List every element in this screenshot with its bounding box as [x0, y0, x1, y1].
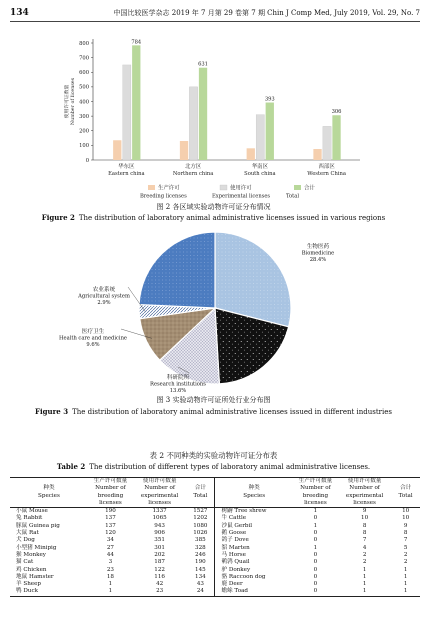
cell-experimental: 943 — [154, 522, 165, 529]
cell-breeding: 18 — [106, 573, 114, 580]
cell-experimental: 202 — [154, 551, 165, 558]
bar-data-label: 306 — [331, 109, 342, 116]
cell-breeding: 0 — [313, 537, 318, 544]
x-tick-label-cn: 华南区 — [251, 164, 268, 170]
cell-experimental: 301 — [154, 544, 165, 551]
col-total-cn: 合计 — [400, 485, 412, 492]
table-row — [10, 552, 420, 559]
legend-label-cn: 使用许可 — [230, 185, 252, 192]
y-tick-label: 100 — [79, 143, 89, 150]
col-breeding-en2: breeding licenses — [97, 492, 124, 506]
slice-label-cn: 农业系统 — [92, 287, 116, 293]
y-axis-label: Number of licenses — [71, 77, 76, 126]
cell-experimental: 8 — [362, 530, 367, 537]
cell-experimental: 116 — [154, 573, 165, 580]
cell-experimental: 9 — [362, 508, 367, 515]
cell-species: 马 Horse — [215, 552, 293, 559]
col-species-cn: 种类 — [43, 485, 55, 492]
x-tick-label-cn: 西部区 — [318, 164, 335, 170]
cell-breeding: 27 — [106, 544, 114, 551]
cell-experimental: 23 — [133, 588, 186, 596]
cell-breeding: 34 — [106, 537, 114, 544]
cell-experimental: 122 — [154, 566, 165, 573]
header-rule — [10, 21, 420, 22]
x-tick-label-cn: 北方区 — [185, 164, 202, 170]
col-total-cn: 合计 — [194, 485, 206, 492]
cell-breeding: 1 — [313, 508, 318, 515]
cell-total: 145 — [195, 566, 206, 573]
cell-breeding: 120 — [105, 530, 116, 537]
bar-total — [132, 45, 140, 160]
col-exp-en2: experimental licenses — [345, 492, 384, 506]
legend-label-en: Total — [286, 193, 300, 200]
cell-species: 犬 Dog — [16, 537, 35, 544]
cell-breeding: 1 — [313, 522, 318, 529]
cell-experimental: 906 — [154, 530, 165, 537]
cell-experimental: 2 — [362, 551, 367, 558]
slice-data-label: 9.6% — [86, 342, 100, 348]
x-tick-label-cn: 华东区 — [118, 164, 135, 170]
slice-data-label: 2.9% — [97, 300, 111, 306]
cell-species: 貂 Marten — [215, 545, 293, 552]
bar-experimental — [323, 126, 331, 160]
bar-breeding — [313, 149, 321, 160]
cell-species: 豚鼠 Guinea pig — [16, 522, 60, 529]
cell-breeding: 0 — [313, 559, 318, 566]
cell-breeding: 3 — [108, 559, 113, 566]
cell-breeding: 44 — [106, 551, 114, 558]
cell-experimental: 2 — [362, 559, 367, 566]
legend-label-en: Experimental licenses — [212, 193, 271, 200]
running-header — [10, 6, 420, 20]
cell-experimental: 7 — [362, 537, 367, 544]
slice-label-cn: 医疗卫生 — [81, 329, 105, 335]
cell-species: 树鼩 Tree shrew — [215, 508, 293, 516]
cell-species: 牛 Cattle — [215, 515, 293, 522]
cell-species: 鸡 Chicken — [16, 566, 47, 573]
cell-breeding: 137 — [105, 515, 116, 522]
cell-total: 1527 — [193, 508, 208, 515]
figure-3-caption-cn: 图 3 实验动物许可证所处行业分布图 — [156, 396, 271, 404]
x-tick-label-en: Western China — [307, 171, 346, 177]
bar-experimental — [256, 115, 264, 160]
col-exp-en2: experimental licenses — [140, 492, 179, 506]
cell-total: 5 — [403, 544, 408, 551]
slice-data-label: 28.4% — [309, 257, 327, 263]
col-species-en: Species — [38, 492, 60, 499]
cell-total: 1202 — [193, 515, 208, 522]
bar-data-label: 631 — [198, 61, 208, 68]
cell-species: 貉 Raccoon dog — [215, 574, 293, 581]
y-tick-label: 0 — [85, 157, 89, 164]
bar-breeding — [247, 148, 255, 160]
legend-swatch — [294, 185, 301, 190]
bar-total — [266, 103, 274, 160]
journal-citation: 中国比较医学杂志 2019 年 7 月第 29 卷第 7 期 Chin J Comp Med, July 2019, Vol. 29, No. 7 — [113, 9, 420, 17]
cell-breeding: 0 — [313, 515, 318, 522]
slice-label-en: Colleges and universities — [289, 346, 357, 353]
legend-label-en: Breeding licenses — [140, 193, 187, 200]
table-row — [10, 581, 420, 588]
cell-breeding: 1 — [88, 588, 133, 596]
legend-swatch — [220, 185, 227, 190]
cell-total: 190 — [195, 559, 206, 566]
col-breeding-en1: Number of — [300, 485, 331, 492]
col-exp-cn: 使用许可数量 — [347, 478, 382, 484]
col-exp-en1: Number of — [144, 485, 175, 492]
col-species-cn: 种类 — [248, 485, 260, 492]
slice-label-en: Biomedicine — [301, 250, 335, 257]
cell-species: 沙鼠 Gerbil — [215, 523, 293, 530]
cell-total: 134 — [195, 573, 206, 580]
cell-experimental: 1 — [362, 581, 367, 588]
y-tick-label: 700 — [79, 55, 89, 62]
cell-total: 246 — [195, 551, 206, 558]
cell-species: 鹿 Deer — [215, 581, 293, 588]
cell-breeding: 23 — [106, 566, 114, 573]
table-row — [10, 567, 420, 574]
cell-experimental: 187 — [154, 559, 165, 566]
cell-total: 7 — [403, 537, 408, 544]
cell-breeding: 0 — [293, 588, 338, 596]
cell-species: 驴 Donkey — [215, 567, 293, 574]
legend-swatch — [148, 185, 155, 190]
table-2-title-en: Table 2 The distribution of different types of laboratory animal administrative licenses. — [56, 462, 371, 471]
slice-label-cn: 科研院所 — [166, 375, 190, 381]
cell-total: 1 — [403, 566, 408, 573]
cell-species: 鹅 Goose — [215, 530, 293, 537]
cell-total: 2 — [403, 551, 408, 558]
cell-breeding: 0 — [313, 581, 318, 588]
col-total-en: Total — [193, 492, 208, 499]
table-2 — [10, 477, 420, 597]
pie-slice-other — [139, 232, 215, 308]
cell-experimental: 8 — [362, 522, 367, 529]
y-tick-label: 300 — [79, 113, 89, 120]
cell-total: 10 — [402, 508, 410, 515]
cell-total: 1 — [403, 573, 408, 580]
bar-experimental — [123, 65, 131, 160]
bar-total — [332, 115, 340, 160]
cell-experimental: 1065 — [152, 515, 167, 522]
cell-total: 9 — [403, 522, 408, 529]
cell-species: 羊 Sheep — [16, 581, 42, 588]
cell-total: 385 — [195, 537, 206, 544]
figure-2-bar-chart — [0, 25, 427, 225]
cell-species: 鹌鹑 Quail — [215, 559, 293, 566]
table-row — [10, 545, 420, 552]
x-tick-label-en: South china — [244, 171, 276, 177]
cell-species: 猴 Monkey — [16, 551, 46, 558]
table-row — [10, 574, 420, 581]
col-breeding-cn: 生产许可数量 — [93, 478, 128, 484]
cell-experimental: 10 — [361, 515, 369, 522]
y-tick-label: 400 — [79, 99, 89, 106]
figure-2-caption-cn: 图 2 各区域实验动物许可证分布情况 — [156, 203, 271, 211]
table-row — [10, 559, 420, 566]
cell-total: 1026 — [193, 530, 208, 537]
slice-label-cn: 高等院校 — [311, 340, 335, 346]
y-tick-label: 800 — [79, 40, 89, 47]
table-row — [10, 588, 420, 596]
cell-species: 小鼠 Mouse — [16, 508, 48, 515]
y-tick-label: 200 — [79, 128, 89, 135]
table-row — [10, 523, 420, 530]
cell-species: 猫 Cat — [16, 559, 34, 566]
col-species-en: Species — [243, 492, 266, 499]
bar-experimental — [189, 87, 197, 160]
slice-data-label: 23.8% — [111, 257, 129, 263]
cell-total: 10 — [402, 515, 410, 522]
slice-data-label: 19.7% — [314, 353, 332, 359]
cell-total: 43 — [196, 581, 204, 588]
bar-total — [199, 68, 207, 160]
cell-breeding: 1 — [313, 544, 318, 551]
cell-experimental: 1 — [338, 588, 391, 596]
cell-total: 24 — [186, 588, 215, 596]
slice-label-cn: 其它 — [114, 244, 126, 250]
cell-breeding: 190 — [105, 508, 116, 515]
bar-breeding — [180, 141, 188, 160]
col-total-en: Total — [398, 492, 413, 499]
slice-data-label: 13.6% — [169, 388, 187, 394]
bar-data-label: 393 — [264, 96, 275, 103]
bar-breeding — [113, 140, 121, 160]
figure-3-pie-chart — [0, 226, 427, 396]
col-breeding-cn: 生产许可数量 — [298, 478, 333, 484]
cell-species: 小型猪 Minipig — [16, 544, 57, 551]
legend-label-cn: 合计 — [304, 185, 315, 192]
col-breeding-en2: breeding licenses — [302, 492, 329, 506]
col-exp-en1: Number of — [349, 485, 380, 492]
cell-species: 大鼠 Rat — [16, 530, 39, 537]
slice-label-en: Research institutions — [150, 381, 206, 388]
cell-experimental: 4 — [362, 544, 367, 551]
slice-label-en: Other — [112, 250, 128, 257]
slice-label-cn: 生物医药 — [306, 244, 330, 250]
table-row — [10, 508, 420, 516]
y-tick-label: 600 — [79, 70, 89, 77]
figure-2-caption-en: Figure 2 The distribution of laboratory animal administrative licenses issued in various regions — [41, 213, 386, 222]
cell-species: 地鼠 Hamster — [16, 573, 54, 580]
figure-3-caption-en: Figure 3 The distribution of laboratory animal administrative licenses issued in different industries — [35, 407, 392, 416]
cell-total: 2 — [403, 559, 408, 566]
cell-experimental: 42 — [156, 581, 164, 588]
cell-experimental: 1 — [362, 573, 367, 580]
cell-species: 兔 Rabbit — [16, 515, 43, 522]
cell-breeding: 0 — [313, 530, 318, 537]
y-axis-label: 使用许可证数量 — [65, 84, 70, 119]
col-breeding-en1: Number of — [95, 485, 126, 492]
table-row — [10, 515, 420, 522]
cell-experimental: 1 — [362, 566, 367, 573]
cell-total: 328 — [195, 544, 206, 551]
cell-total: 1 — [403, 581, 408, 588]
slice-label-en: Agricultural system — [78, 293, 130, 300]
cell-total: 1 — [391, 588, 420, 596]
table-row — [10, 530, 420, 537]
x-tick-label-en: Eastern china — [108, 171, 145, 177]
cell-breeding: 0 — [313, 566, 318, 573]
cell-breeding: 137 — [105, 522, 116, 529]
legend-label-cn: 生产许可 — [158, 185, 180, 192]
cell-breeding: 0 — [313, 573, 318, 580]
cell-total: 1080 — [193, 522, 208, 529]
col-exp-cn: 使用许可数量 — [142, 478, 177, 484]
cell-species: 鸭 Duck — [10, 588, 88, 596]
x-tick-label-en: Northern china — [172, 171, 214, 177]
page-number: 134 — [10, 8, 29, 18]
slice-label-en: Health care and medicine — [59, 335, 127, 342]
cell-total: 8 — [403, 530, 408, 537]
cell-experimental: 1337 — [152, 508, 167, 515]
bar-data-label: 784 — [131, 39, 142, 46]
table-row — [10, 537, 420, 544]
cell-species: 鸽子 Dove — [215, 537, 293, 544]
cell-species: 蟾蜍 Toad — [215, 588, 293, 596]
cell-breeding: 1 — [108, 581, 113, 588]
cell-experimental: 351 — [154, 537, 165, 544]
cell-breeding: 0 — [313, 551, 318, 558]
table-2-title-cn: 表 2 不同种类的实验动物许可证分布表 — [149, 451, 278, 460]
y-tick-label: 500 — [79, 84, 89, 91]
